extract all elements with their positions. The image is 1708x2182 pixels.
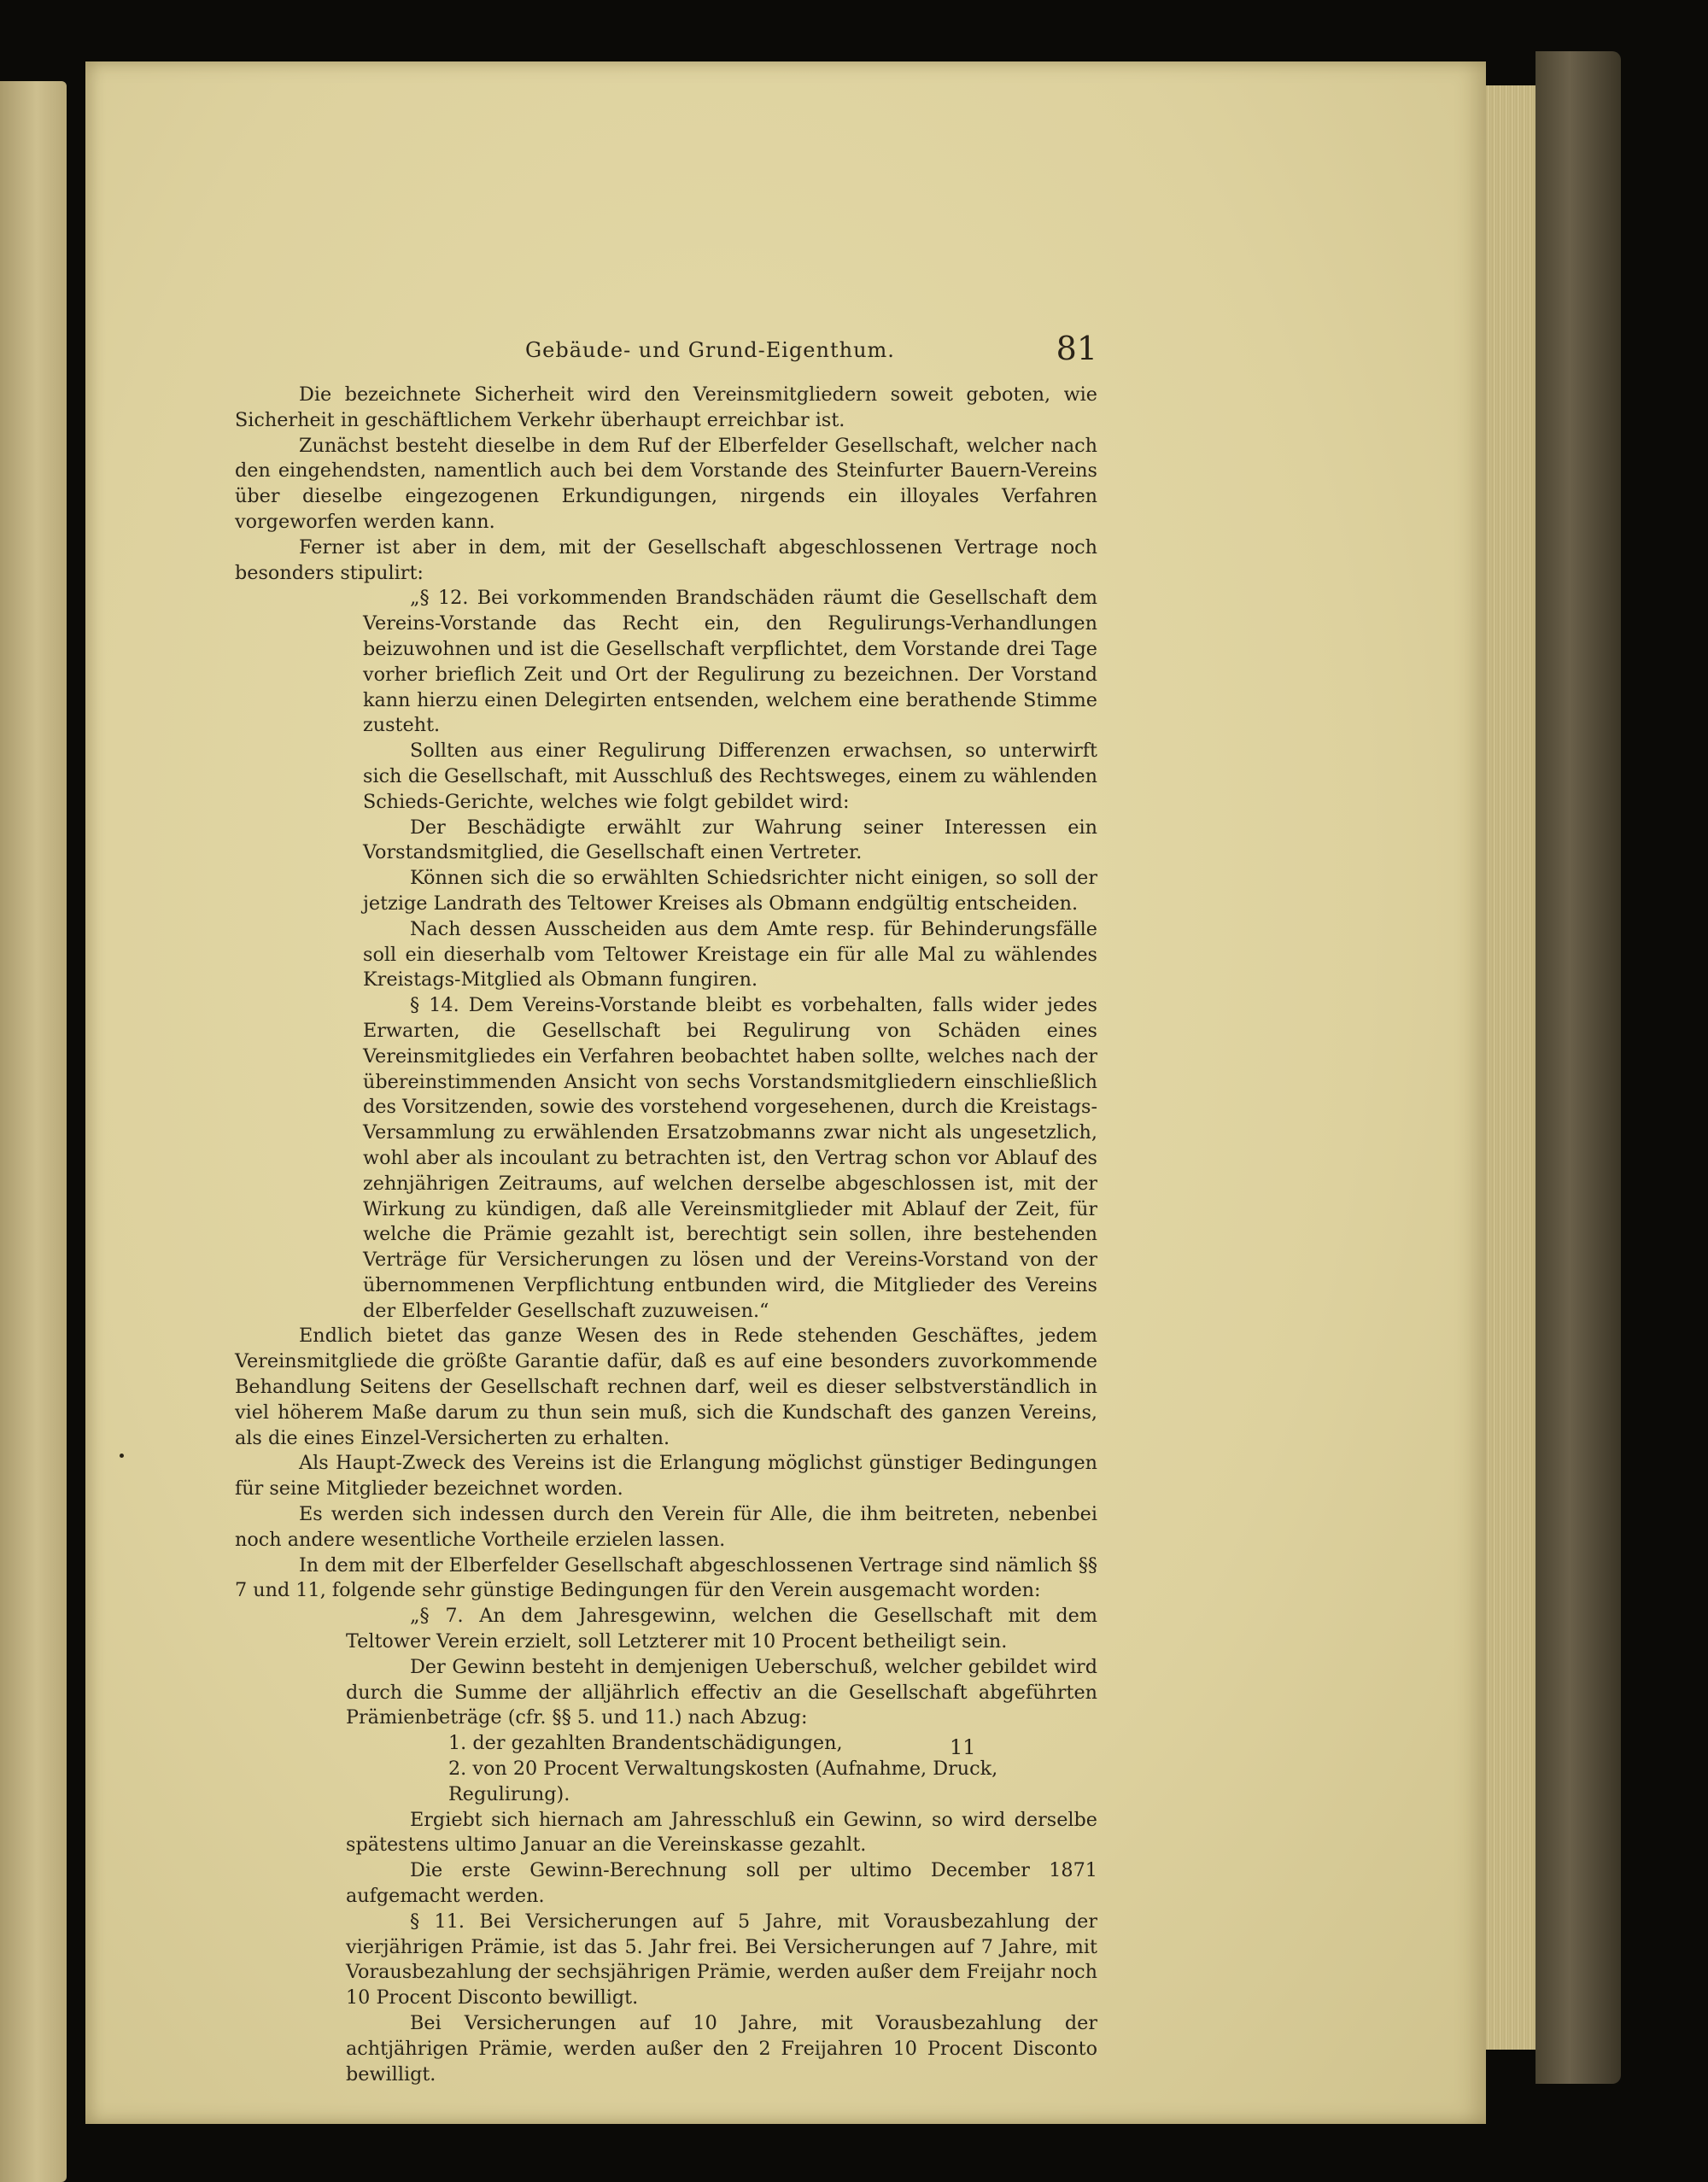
list-item: 1. der gezahlten Brandentschädigungen, — [448, 1732, 843, 1755]
quoted-paragraph: Bei Versicherungen auf 10 Jahre, mit Vorausbezahlung der achtjährigen Prämie, werden außer den 2 Freijahren 10 Procent Disconto bewilligt. — [346, 2012, 1097, 2085]
quoted-paragraph: Nach dessen Ausscheiden aus dem Amte resp. für Behinderungsfälle soll ein dieserhalb vom Teltower Kreistage ein für alle Mal zu wählendes Kreistags-Mitglied als Obmann fungiren. — [363, 917, 1097, 992]
book-cover-edge — [1535, 51, 1621, 2084]
quoted-paragraph: „§ 7. An dem Jahresgewinn, welchen die Gesellschaft mit dem Teltower Verein erzielt, soll Letzterer mit 10 Procent betheiligt sein. — [346, 1605, 1097, 1653]
quoted-paragraph: Die erste Gewinn-Berechnung soll per ultimo December 1871 aufgemacht werden. — [346, 1859, 1097, 1908]
signature-mark: 11 — [950, 1735, 976, 1759]
running-title: Gebäude- und Grund-Eigenthum. — [525, 338, 895, 362]
list-item: 2. von 20 Procent Verwaltungskosten (Aufnahme, Druck, Regulirung). — [448, 1758, 998, 1805]
quoted-paragraph: Der Gewinn besteht in demjenigen Ueberschuß, welcher gebildet wird durch die Summe der alljährlich effectiv an die Gesellschaft abgeführten Prämienbeträge (cfr. §§ 5. und 11.) nach Abzug: — [346, 1655, 1097, 1729]
quoted-paragraph: Können sich die so erwählten Schiedsrichter nicht einigen, so soll der jetzige Landrath des Teltower Kreises als Obmann endgültig entscheiden. — [363, 867, 1097, 915]
quoted-paragraph: § 14. Dem Vereins-Vorstande bleibt es vorbehalten, falls wider jedes Erwarten, die Gesellschaft bei Regulirung von Schäden eines Vereinsmitgliedes ein Verfahren beobachtet haben sollte, welches nach der übereinstimmenden Ansicht von sechs Vorstandsmitgliedern einschließlich des Vorsitzenden, sowie des vorstehend vorgesehenen, durch die Kreistags-Versammlung zu erwählenden Ersatzobmanns zwar nicht als ungesetzlich, wohl aber als incoulant zu betrachten ist, den Vertrag schon vor Ablauf des zehnjährigen Zeitraums, auf welchen derselbe abgeschlossen ist, mit der Wirkung zu kündigen, daß alle Vereinsmitglieder mit Ablauf der Zeit, für welche die Prämie gezahlt ist, berechtigt sein sollen, ihre bestehenden Verträge für Versicherungen zu lösen und der Vereins-Vorstand von der übernommenen Verpflichtung entbunden wird, die Mitglieder des Vereins der Elberfelder Gesellschaft zuzuweisen.“ — [363, 994, 1097, 1322]
quoted-paragraph: Der Beschädigte erwählt zur Wahrung seiner Interessen ein Vorstandsmitglied, die Gesellschaft einen Vertreter. — [363, 816, 1097, 864]
quoted-paragraph: Ergiebt sich hiernach am Jahresschluß ein Gewinn, so wird derselbe spätestens ultimo Januar an die Vereinskasse gezahlt. — [346, 1808, 1097, 1857]
quoted-paragraph: Sollten aus einer Regulirung Differenzen erwachsen, so unterwirft sich die Gesellschaft, mit Ausschluß des Rechtsweges, einem zu wählenden Schieds-Gerichte, welches wie folgt gebildet wird: — [363, 740, 1097, 813]
page-number: 81 — [1056, 330, 1097, 367]
body-text — [235, 383, 1097, 2087]
paragraph: Es werden sich indessen durch den Verein für Alle, die ihm beitreten, nebenbei noch andere wesentliche Vortheile erzielen lassen. — [235, 1503, 1097, 1551]
paragraph: Die bezeichnete Sicherheit wird den Vereinsmitgliedern soweit geboten, wie Sicherheit in geschäftlichem Verkehr überhaupt erreichbar ist. — [235, 383, 1097, 431]
quoted-paragraph: § 11. Bei Versicherungen auf 5 Jahre, mit Vorausbezahlung der vierjährigen Prämie, ist das 5. Jahr frei. Bei Versicherungen auf 7 Jahre, mit Vorausbezahlung der sechsjährigen Prämie, werden außer dem Freijahr noch 10 Procent Disconto bewilligt. — [346, 1910, 1097, 2009]
paragraph: Als Haupt-Zweck des Vereins ist die Erlangung möglichst günstiger Bedingungen für seine Mitglieder bezeichnet worden. — [235, 1452, 1097, 1500]
paper-speck — [120, 1454, 124, 1458]
paragraph: In dem mit der Elberfelder Gesellschaft abgeschlossenen Vertrage sind nämlich §§ 7 und 11, folgende sehr günstige Bedingungen für den Verein ausgemacht worden: — [235, 1553, 1097, 1602]
paragraph: Ferner ist aber in dem, mit der Gesellschaft abgeschlossenen Vertrage noch besonders stipulirt: — [235, 535, 1097, 584]
facing-page-edge — [0, 81, 67, 2182]
paragraph: Endlich bietet das ganze Wesen des in Rede stehenden Geschäftes, jedem Vereinsmitgliede die größte Garantie dafür, daß es auf eine besonders zuvorkommende Behandlung Seitens der Gesellschaft rechnen darf, weil es dieser selbstverständlich in viel höherem Maße darum zu thun sein muß, sich die Kundschaft des ganzen Vereins, als die eines Einzel-Versicherten zu erhalten. — [235, 1325, 1097, 1449]
page-header — [231, 330, 1097, 372]
quoted-paragraph: „§ 12. Bei vorkommenden Brandschäden räumt die Gesellschaft dem Vereins-Vorstande das Recht ein, den Regulirungs-Verhandlungen beizuwohnen und ist die Gesellschaft verpflichtet, dem Vorstande drei Tage vorher brieflich Zeit und Ort der Regulirung zu bezeichnen. Der Vorstand kann hierzu einen Delegirten entsenden, welchem eine berathende Stimme zusteht. — [363, 587, 1097, 737]
page-stack-edge — [1484, 85, 1535, 2050]
paragraph: Zunächst besteht dieselbe in dem Ruf der Elberfelder Gesellschaft, welcher nach den eingehendsten, namentlich auch bei dem Vorstande des Steinfurter Bauern-Vereins über dieselbe eingezogenen Erkundigungen, nirgends ein illoyales Verfahren vorgeworfen werden kann. — [235, 434, 1097, 533]
